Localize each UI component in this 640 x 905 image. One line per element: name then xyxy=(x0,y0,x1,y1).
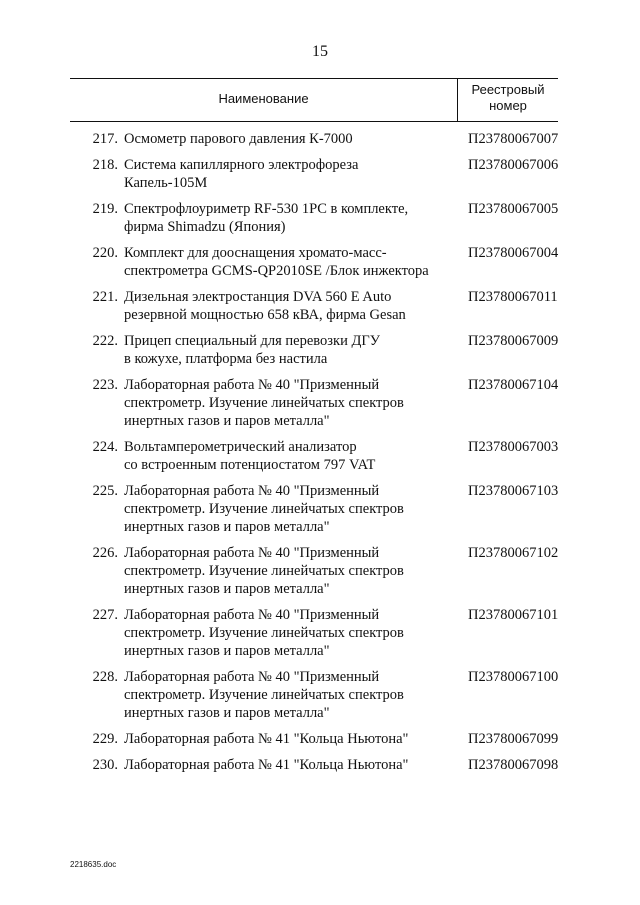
row-name-line: резервной мощностью 658 кВА, фирма Gesan xyxy=(124,307,406,323)
row-name-line: инертных газов и паров металла" xyxy=(124,705,330,721)
row-registry-number: П23780067098 xyxy=(468,757,559,773)
row-number: 217. xyxy=(92,131,118,147)
row-name-line: Осмометр парового давления К-7000 xyxy=(124,131,353,147)
registry-table xyxy=(70,78,559,773)
table-row xyxy=(70,156,558,200)
page-number: 15 xyxy=(312,43,328,60)
row-registry-number: П23780067006 xyxy=(468,157,559,173)
row-registry-number: П23780067103 xyxy=(468,483,559,499)
row-name-line: фирма Shimadzu (Япония) xyxy=(124,219,286,235)
table-row xyxy=(70,544,558,606)
row-registry-number: П23780067005 xyxy=(468,201,559,217)
row-number: 230. xyxy=(92,757,118,773)
table-row xyxy=(70,730,558,756)
row-name-line: Лабораторная работа № 41 "Кольца Ньютона" xyxy=(124,731,409,747)
table-row xyxy=(70,376,558,438)
row-name xyxy=(124,130,462,148)
row-name-line: Дизельная электростанция DVA 560 E Auto xyxy=(124,289,392,305)
row-name xyxy=(124,606,462,660)
row-name-line: спектрометр. Изучение линейчатых спектров xyxy=(124,625,404,641)
row-number: 228. xyxy=(92,669,118,685)
row-name xyxy=(124,376,462,430)
table-row xyxy=(70,244,558,288)
row-name xyxy=(124,544,462,598)
row-name xyxy=(124,200,462,236)
row-registry-number: П23780067009 xyxy=(468,333,559,349)
table-row xyxy=(70,332,558,376)
row-name-line: в кожухе, платформа без настила xyxy=(124,351,328,367)
row-registry-number: П23780067099 xyxy=(468,731,559,747)
row-number: 223. xyxy=(92,377,118,393)
table-row xyxy=(70,756,558,782)
row-number: 222. xyxy=(92,333,118,349)
row-name-line: инертных газов и паров металла" xyxy=(124,581,330,597)
row-number: 221. xyxy=(92,289,118,305)
row-name-line: Прицеп специальный для перевозки ДГУ xyxy=(124,333,380,349)
table-row xyxy=(70,200,558,244)
row-name-line: инертных газов и паров металла" xyxy=(124,643,330,659)
row-registry-number: П23780067101 xyxy=(468,607,559,623)
row-name xyxy=(124,482,462,536)
table-row xyxy=(70,668,558,730)
row-name-line: Лабораторная работа № 41 "Кольца Ньютона" xyxy=(124,757,409,773)
row-name xyxy=(124,730,462,748)
row-name-line: инертных газов и паров металла" xyxy=(124,413,330,429)
row-registry-number: П23780067007 xyxy=(468,131,559,147)
table-header xyxy=(70,78,558,122)
row-registry-number: П23780067100 xyxy=(468,669,559,685)
row-name-line: инертных газов и паров металла" xyxy=(124,519,330,535)
row-number: 225. xyxy=(92,483,118,499)
row-number: 224. xyxy=(92,439,118,455)
row-name xyxy=(124,156,462,192)
row-registry-number: П23780067004 xyxy=(468,245,559,261)
row-name xyxy=(124,244,462,280)
row-name xyxy=(124,288,462,324)
row-name-line: Лабораторная работа № 40 "Призменный xyxy=(124,607,380,623)
row-name xyxy=(124,756,462,774)
table-row xyxy=(70,288,558,332)
row-name xyxy=(124,668,462,722)
row-name-line: спектрометр. Изучение линейчатых спектров xyxy=(124,501,404,517)
row-name-line: спектрометр. Изучение линейчатых спектров xyxy=(124,563,404,579)
row-name xyxy=(124,332,462,368)
row-registry-number: П23780067104 xyxy=(468,377,559,393)
row-registry-number: П23780067003 xyxy=(468,439,559,455)
row-number: 227. xyxy=(92,607,118,623)
row-name xyxy=(124,438,462,474)
row-number: 219. xyxy=(92,201,118,217)
header-name-label: Наименование xyxy=(218,91,309,106)
row-registry-number: П23780067011 xyxy=(468,289,558,305)
row-number: 220. xyxy=(92,245,118,261)
row-name-line: Лабораторная работа № 40 "Призменный xyxy=(124,545,380,561)
row-name-line: Спектрофлоуриметр RF-530 1PC в комплекте, xyxy=(124,201,409,217)
row-registry-number: П23780067102 xyxy=(468,545,559,561)
row-name-line: со встроенным потенциостатом 797 VAT xyxy=(124,457,376,473)
header-registry-line2: номер xyxy=(489,98,527,113)
header-registry-label xyxy=(458,82,558,114)
row-name-line: Комплект для дооснащения хромато-масс- xyxy=(124,245,387,261)
table-body xyxy=(70,130,558,782)
table-row xyxy=(70,130,558,156)
row-number: 218. xyxy=(92,157,118,173)
row-number: 229. xyxy=(92,731,118,747)
table-row xyxy=(70,438,558,482)
footer-filename: 2218635.doc xyxy=(70,860,117,869)
row-name-line: Лабораторная работа № 40 "Призменный xyxy=(124,377,380,393)
row-name-line: спектрометр. Изучение линейчатых спектров xyxy=(124,687,404,703)
row-name-line: спектрометр. Изучение линейчатых спектров xyxy=(124,395,404,411)
row-name-line: Капель-105М xyxy=(124,175,208,191)
row-name-line: Лабораторная работа № 40 "Призменный xyxy=(124,669,380,685)
row-name-line: Вольтамперометрический анализатор xyxy=(124,439,357,455)
table-row xyxy=(70,482,558,544)
row-name-line: Система капиллярного электрофореза xyxy=(124,157,359,173)
header-registry-line1: Реестровый xyxy=(471,82,545,97)
table-row xyxy=(70,606,558,668)
row-name-line: спектрометра GCMS-QP2010SE /Блок инжектора xyxy=(124,263,429,279)
row-number: 226. xyxy=(92,545,118,561)
row-name-line: Лабораторная работа № 40 "Призменный xyxy=(124,483,380,499)
